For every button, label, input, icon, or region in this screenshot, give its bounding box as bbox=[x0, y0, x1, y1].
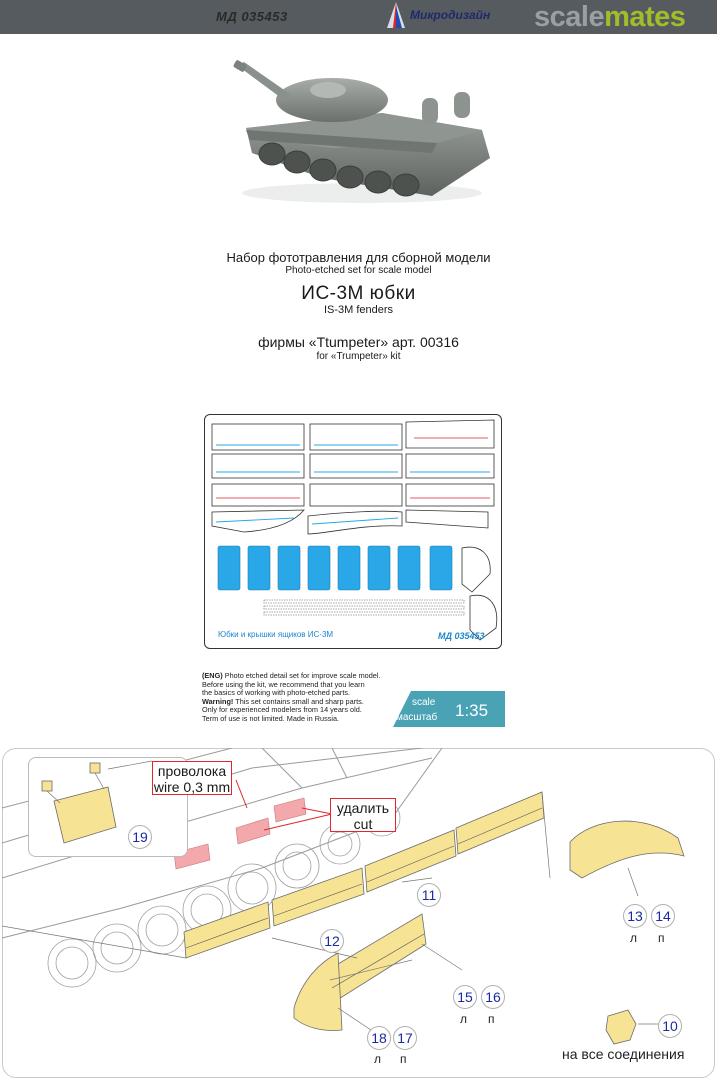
side-right-17: п bbox=[400, 1052, 407, 1066]
logo-part-scale: scale bbox=[534, 1, 605, 33]
part-number-10: 10 bbox=[658, 1014, 682, 1038]
subtitle-en: Photo-etched set for scale model bbox=[285, 265, 432, 276]
side-right-14: п bbox=[658, 931, 665, 945]
kit-info-en: for «Trumpeter» kit bbox=[316, 351, 401, 362]
part-number-15: 15 bbox=[453, 985, 477, 1009]
wire-label-en: wire 0,3 mm bbox=[153, 779, 231, 795]
wire-callout bbox=[152, 761, 232, 795]
fret-parts-drawing bbox=[204, 414, 502, 649]
fret-article-code: МД 035453 bbox=[438, 631, 485, 641]
part-number-19: 19 bbox=[128, 825, 152, 849]
side-left-18: л bbox=[374, 1052, 382, 1066]
note-line-3: the basics of working with photo-etched parts. bbox=[202, 688, 351, 698]
logo-part-mates: mates bbox=[604, 1, 686, 33]
note-warning-tag: Warning! bbox=[202, 696, 234, 706]
scale-value: 1:35 bbox=[455, 701, 489, 720]
side-left-15: л bbox=[460, 1012, 468, 1026]
product-title-ru: ИС-3М юбки bbox=[301, 283, 416, 304]
part-number-14: 14 bbox=[651, 904, 675, 928]
part-number-11: 11 bbox=[417, 883, 441, 907]
cut-label-en: cut bbox=[353, 816, 373, 832]
part-number-18: 18 bbox=[367, 1026, 391, 1050]
brand-name: Микродизайн bbox=[410, 8, 491, 22]
article-code: МД 035453 bbox=[216, 9, 288, 24]
microdesign-logo-icon bbox=[385, 2, 407, 30]
kit-info-ru: фирмы «Ttumpeter» арт. 00316 bbox=[258, 334, 459, 350]
subtitle-ru: Набор фототравления для сборной модели bbox=[226, 250, 491, 265]
note-line-5: Only for experienced modelers from 14 years old. bbox=[202, 705, 362, 715]
side-right-16: п bbox=[488, 1012, 495, 1026]
note-line-6: Term of use is not limited. Made in Russia. bbox=[202, 713, 340, 723]
part-number-16: 16 bbox=[481, 985, 505, 1009]
note-line-1: Photo etched detail set for improve scale model. bbox=[222, 671, 381, 680]
scale-word-ru: масштаб bbox=[396, 712, 438, 723]
usage-note bbox=[202, 672, 417, 724]
fret-label: Юбки и крышки ящиков ИС-3М bbox=[218, 630, 334, 639]
cut-callout bbox=[330, 798, 396, 832]
side-left-13: л bbox=[630, 931, 638, 945]
cut-label-ru: удалить bbox=[336, 800, 390, 816]
note-line-2: Before using the kit, we recommend that you learn bbox=[202, 679, 365, 689]
scalemates-logo[interactable] bbox=[534, 1, 685, 34]
tank-render-image bbox=[232, 58, 494, 208]
all-joints-label: на все соединения bbox=[562, 1046, 685, 1062]
product-title-en: IS-3M fenders bbox=[323, 304, 394, 316]
part-number-17: 17 bbox=[393, 1026, 417, 1050]
part-number-12: 12 bbox=[320, 929, 344, 953]
part-number-13: 13 bbox=[623, 904, 647, 928]
scale-word-en: scale bbox=[412, 697, 436, 708]
wire-label-ru: проволока bbox=[157, 763, 227, 779]
note-line-4: This set contains small and sharp parts. bbox=[233, 696, 364, 706]
note-eng-tag: (ENG) bbox=[202, 671, 223, 680]
